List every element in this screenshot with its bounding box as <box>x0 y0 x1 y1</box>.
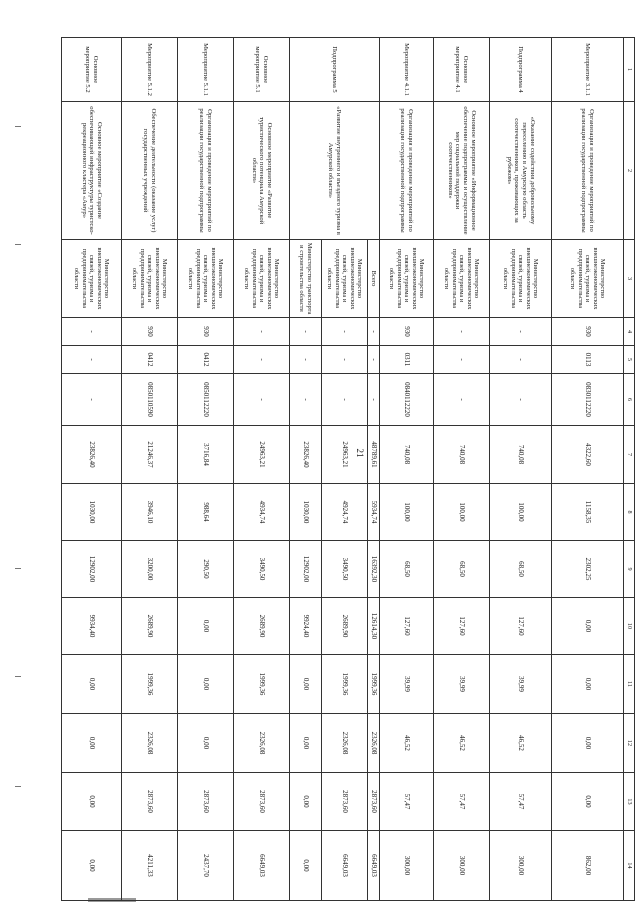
rotated-table-frame <box>55 37 635 900</box>
cell-csr: - <box>290 374 322 426</box>
row-name: «Оказание содействия добровольному переселению в Амурскую область соотечественников, проживающих за рубежом» <box>490 102 552 240</box>
cell-value: 0,00 <box>178 655 234 714</box>
cell-value: 68,50 <box>434 541 490 598</box>
col-header: 13 <box>624 773 635 831</box>
cell-value: 0,00 <box>178 714 234 773</box>
cell-grbs: - <box>322 318 368 346</box>
cell-value: 1999,36 <box>234 655 290 714</box>
cell-rzpr: - <box>290 346 322 374</box>
cell-value: 0,00 <box>62 714 122 773</box>
cell-value: 39,99 <box>490 655 552 714</box>
col-header: 14 <box>624 831 635 901</box>
cell-value: 100,00 <box>490 484 552 541</box>
cell-value: 23826,40 <box>62 426 122 484</box>
cell-grbs: - <box>490 318 552 346</box>
cell-csr: - <box>234 374 290 426</box>
cell-value: 9934,40 <box>62 598 122 655</box>
cell-value: 57,47 <box>380 773 434 831</box>
cell-value: 6649,03 <box>234 831 290 901</box>
margin-tick <box>15 676 21 677</box>
row-executor: Всего <box>368 240 380 318</box>
col-header: 6 <box>624 374 635 426</box>
cell-value: 4924,74 <box>322 484 368 541</box>
cell-csr: 0850110590 <box>122 374 178 426</box>
row-name: Организация и проведение мероприятий по реализации государственной подпрограммы <box>552 102 624 240</box>
cell-value: 2689,90 <box>122 598 178 655</box>
cell-value: 5934,74 <box>368 484 380 541</box>
cell-value: 9924,40 <box>290 598 322 655</box>
cell-value: 46,52 <box>434 714 490 773</box>
row-executor: Министерство внешнеэкономических связей, туризма и предпринимательства области <box>62 240 122 318</box>
margin-tick <box>15 568 21 569</box>
cell-value: 740,08 <box>434 426 490 484</box>
margin-tick <box>15 126 21 127</box>
row-code: Мероприятие 3.1.1 <box>552 38 624 102</box>
cell-value: 3200,00 <box>122 541 178 598</box>
cell-value: 12902,00 <box>62 541 122 598</box>
cell-value: 2873,60 <box>322 773 368 831</box>
cell-value: 1030,00 <box>290 484 322 541</box>
cell-value: 3490,50 <box>322 541 368 598</box>
row-code: Подпрограмма 5 <box>290 38 380 102</box>
cell-value: 24963,21 <box>234 426 290 484</box>
row-code: Мероприятие 5.1.1 <box>178 38 234 102</box>
cell-csr: 0850112220 <box>178 374 234 426</box>
table-row <box>122 38 178 901</box>
col-header: 3 <box>624 240 635 318</box>
cell-grbs: 930 <box>552 318 624 346</box>
cell-rzpr: - <box>62 346 122 374</box>
cell-value: 39,99 <box>380 655 434 714</box>
cell-value: 290,50 <box>178 541 234 598</box>
cell-value: 6649,03 <box>368 831 380 901</box>
col-header: 1 <box>624 38 635 102</box>
col-header: 11 <box>624 655 635 714</box>
cell-value: 48789,61 <box>368 426 380 484</box>
cell-value: 2873,60 <box>368 773 380 831</box>
cell-csr: - <box>490 374 552 426</box>
cell-value: 100,00 <box>380 484 434 541</box>
cell-value: 988,64 <box>178 484 234 541</box>
cell-value: 24963,21 <box>322 426 368 484</box>
row-code: Мероприятие 4.1.1 <box>380 38 434 102</box>
budget-table <box>61 37 635 901</box>
col-header: 10 <box>624 598 635 655</box>
cell-value: 2326,08 <box>122 714 178 773</box>
cell-rzpr: - <box>434 346 490 374</box>
cell-value: 300,00 <box>434 831 490 901</box>
cell-value: 0,00 <box>552 655 624 714</box>
cell-value: 300,00 <box>380 831 434 901</box>
cell-value: 127,60 <box>380 598 434 655</box>
cell-value: 0,00 <box>62 773 122 831</box>
cell-value: 2437,70 <box>178 831 234 901</box>
cell-value: 0,00 <box>178 598 234 655</box>
cell-grbs: - <box>434 318 490 346</box>
cell-value: 1030,00 <box>62 484 122 541</box>
cell-value: 4322,60 <box>552 426 624 484</box>
cell-value: 1158,35 <box>552 484 624 541</box>
cell-value: 23826,40 <box>290 426 322 484</box>
cell-value: 0,00 <box>290 831 322 901</box>
cell-value: 300,00 <box>490 831 552 901</box>
row-name: Основное мероприятие «Информационное обеспечение подпрограммы и осуществление мер социальной поддержки соотечественников» <box>434 102 490 240</box>
cell-rzpr: - <box>490 346 552 374</box>
row-code: Основное мероприятие 5.1 <box>234 38 290 102</box>
cell-value: 2302,25 <box>552 541 624 598</box>
row-name: «Развитие внутреннего и въездного туризма в Амурской области» <box>290 102 380 240</box>
cell-value: 2689,90 <box>322 598 368 655</box>
cell-csr: - <box>62 374 122 426</box>
col-header: 5 <box>624 346 635 374</box>
row-name: Основное мероприятие «Развитие туристического потенциала Амурской области» <box>234 102 290 240</box>
row-executor: Министерство внешнеэкономических связей, туризма и предпринимательства области <box>178 240 234 318</box>
cell-value: 0,00 <box>62 831 122 901</box>
cell-grbs: - <box>290 318 322 346</box>
col-header: 2 <box>624 102 635 240</box>
cell-value: 57,47 <box>434 773 490 831</box>
cell-value: 0,00 <box>62 655 122 714</box>
cell-value: 0,00 <box>552 598 624 655</box>
cell-rzpr: 0311 <box>380 346 434 374</box>
cell-value: 2689,90 <box>234 598 290 655</box>
cell-value: 2873,60 <box>178 773 234 831</box>
row-name: Организация и проведение мероприятий по реализации государственной подпрограммы <box>178 102 234 240</box>
cell-value: 0,00 <box>552 773 624 831</box>
cell-value: 1999,36 <box>322 655 368 714</box>
cell-grbs: - <box>62 318 122 346</box>
cell-csr: - <box>434 374 490 426</box>
cell-value: 46,52 <box>490 714 552 773</box>
cell-value: 1999,36 <box>368 655 380 714</box>
cell-csr: - <box>322 374 368 426</box>
table-row <box>178 38 234 901</box>
cell-grbs: 930 <box>122 318 178 346</box>
table-row <box>552 38 624 901</box>
cell-value: 3716,84 <box>178 426 234 484</box>
margin-tick <box>15 244 21 245</box>
col-header: 12 <box>624 714 635 773</box>
table-row <box>62 38 122 901</box>
cell-grbs: - <box>234 318 290 346</box>
cell-value: 3946,10 <box>122 484 178 541</box>
cell-rzpr: 0412 <box>178 346 234 374</box>
row-executor: Министерство внешнеэкономических связей, туризма и предпринимательства области <box>434 240 490 318</box>
cell-value: 68,50 <box>490 541 552 598</box>
row-code: Мероприятие 5.1.2 <box>122 38 178 102</box>
row-executor: Министерство внешнеэкономических связей, туризма и предпринимательства области <box>490 240 552 318</box>
cell-value: 0,00 <box>552 714 624 773</box>
table-row <box>368 38 380 901</box>
row-executor: Министерство внешнеэкономических связей, туризма и предпринимательства области <box>322 240 368 318</box>
cell-value: 127,60 <box>434 598 490 655</box>
cell-value: 4934,74 <box>234 484 290 541</box>
cell-rzpr: 0113 <box>552 346 624 374</box>
cell-value: 3490,50 <box>234 541 290 598</box>
row-code: Основное мероприятие 5.2 <box>62 38 122 102</box>
cell-value: 2873,60 <box>122 773 178 831</box>
cell-value: 2326,08 <box>368 714 380 773</box>
row-code: Основное мероприятие 4.1 <box>434 38 490 102</box>
col-header: 8 <box>624 484 635 541</box>
table-row <box>380 38 434 901</box>
row-executor: Министерство внешнеэкономических связей, туризма и предпринимательства области <box>234 240 290 318</box>
header-row <box>624 38 635 901</box>
cell-value: 2326,08 <box>322 714 368 773</box>
cell-grbs: - <box>368 318 380 346</box>
col-header: 4 <box>624 318 635 346</box>
cell-value: 1999,36 <box>122 655 178 714</box>
col-header: 7 <box>624 426 635 484</box>
cell-value: 46,52 <box>380 714 434 773</box>
cell-value: 6649,03 <box>322 831 368 901</box>
row-executor: Министерство внешнеэкономических связей, туризма и предпринимательства области <box>122 240 178 318</box>
cell-grbs: 930 <box>178 318 234 346</box>
cell-rzpr: - <box>234 346 290 374</box>
cell-value: 12614,30 <box>368 598 380 655</box>
cell-value: 100,00 <box>434 484 490 541</box>
cell-rzpr: - <box>368 346 380 374</box>
margin-tick <box>15 786 21 787</box>
cell-value: 740,08 <box>490 426 552 484</box>
table-row <box>490 38 552 901</box>
cell-value: 2326,08 <box>234 714 290 773</box>
row-name: Обеспечение деятельности (оказание услуг) государственных учреждений <box>122 102 178 240</box>
page-number: 21 <box>355 448 365 458</box>
row-executor: Министерство транспорта и строительства области <box>290 240 322 318</box>
cell-value: 862,00 <box>552 831 624 901</box>
cell-value: 16392,30 <box>368 541 380 598</box>
row-executor: Министерство внешнеэкономических связей, туризма и предпринимательства области <box>380 240 434 318</box>
table-row <box>434 38 490 901</box>
cell-value: 2873,60 <box>234 773 290 831</box>
cell-value: 39,99 <box>434 655 490 714</box>
cell-csr: 0840112220 <box>380 374 434 426</box>
cell-rzpr: 0412 <box>122 346 178 374</box>
cell-rzpr: - <box>322 346 368 374</box>
row-executor: Министерство внешнеэкономических связей, туризма и предпринимательства области <box>552 240 624 318</box>
row-name: Основное мероприятие «Создание обеспечивающей инфраструктуры туристско-рекреационного кластера «Амур» <box>62 102 122 240</box>
col-header: 9 <box>624 541 635 598</box>
cell-value: 12902,00 <box>290 541 322 598</box>
cell-grbs: 930 <box>380 318 434 346</box>
cell-value: 57,47 <box>490 773 552 831</box>
table-row <box>234 38 290 901</box>
cell-value: 0,00 <box>290 714 322 773</box>
cell-value: 4211,33 <box>122 831 178 901</box>
cell-csr: - <box>368 374 380 426</box>
cell-value: 21246,37 <box>122 426 178 484</box>
cell-value: 0,00 <box>290 773 322 831</box>
cell-csr: 0830112220 <box>552 374 624 426</box>
cell-value: 740,08 <box>380 426 434 484</box>
row-name: Организация и проведение мероприятий по реализации государственной подпрограммы <box>380 102 434 240</box>
cell-value: 68,50 <box>380 541 434 598</box>
row-code: Подпрограмма 4 <box>490 38 552 102</box>
cell-value: 127,60 <box>490 598 552 655</box>
cell-value: 0,00 <box>290 655 322 714</box>
